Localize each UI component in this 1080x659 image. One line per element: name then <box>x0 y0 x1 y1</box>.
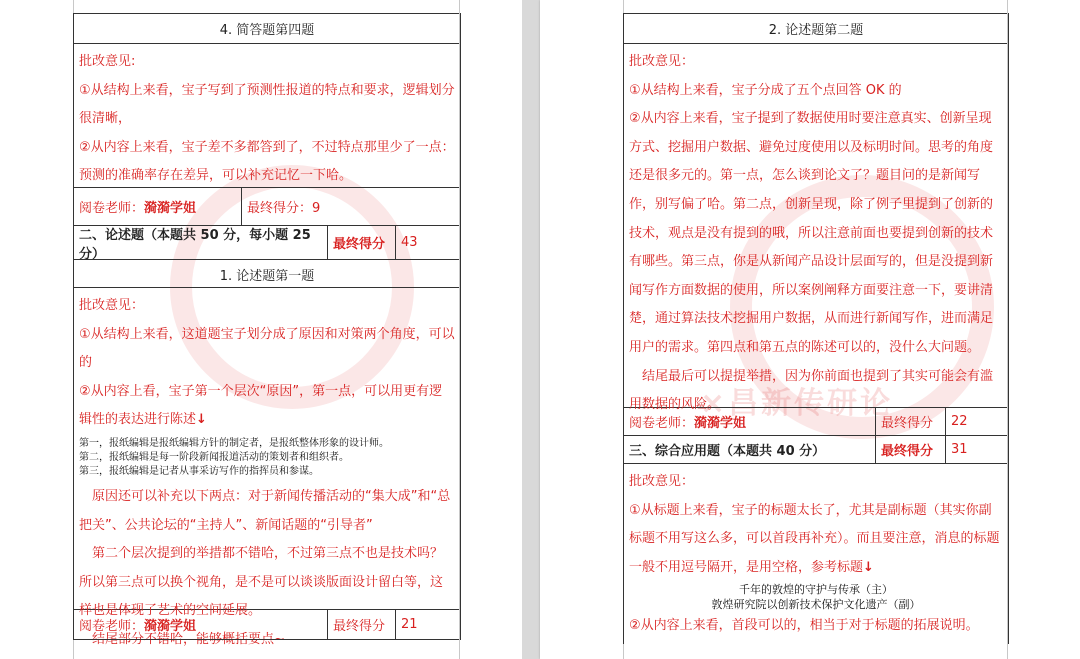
section-row <box>74 226 460 260</box>
section-score-label: 最终得分 <box>876 436 946 463</box>
down-arrow-icon: ↓ <box>196 412 207 428</box>
margin-guide <box>1007 0 1008 659</box>
section-title: 三、综合应用题（本题共 40 分） <box>624 436 876 463</box>
section-title: 二、论述题（本题共 50 分，每小题 25 分） <box>74 226 328 259</box>
teacher-name: 漪漪学姐 <box>144 201 197 216</box>
question-heading: 1. 论述题第一题 <box>74 260 460 288</box>
reference-title-main: 千年的敦煌的守护与传承（主） <box>739 583 893 597</box>
document-page-left <box>0 0 522 659</box>
teacher-name: 漪漪学姐 <box>144 619 197 634</box>
down-arrow-icon: ↓ <box>863 559 874 575</box>
section-row <box>624 436 1008 464</box>
comment-label: 批改意见： <box>629 54 695 69</box>
grader-row <box>624 408 1008 436</box>
section-score: 43 <box>401 235 418 250</box>
teacher-label: 阅卷老师： <box>629 416 695 431</box>
teacher-name: 漪漪学姐 <box>694 416 747 431</box>
watermark-text: ×昌新传研论 <box>700 386 894 421</box>
score-label: 最终得分 <box>328 610 396 639</box>
comment-label: 批改意见: <box>79 54 136 69</box>
comment-title-text: ①从标题上来看，宝子的标题太长了，尤其是副标题（其实你副标题不用写这么多，可以首段再补充）。而且要注意，消息的标题一般不用逗号隔开，是用空格，参考标题 <box>629 502 1000 575</box>
margin-guide <box>459 0 460 659</box>
comment-structure: ①从结构上来看，这道题宝子划分成了原因和对策两个角度，可以的 <box>79 326 455 371</box>
comment-content: ②从内容上来看，宝子差不多都答到了，不过特点那里少了一点：预测的准确率存在差异，可以补充记忆一下哈。 <box>79 139 455 184</box>
teacher-label: 阅卷老师： <box>79 201 145 216</box>
comment-ending: 结尾最后可以提提举措，因为你前面也提到了其实可能会有滥用数据的风险。 <box>629 368 994 413</box>
comment-label: 批改意见： <box>79 298 145 313</box>
teacher-label: 阅卷老师： <box>79 619 145 634</box>
comment-block <box>624 464 1008 644</box>
comment-measures: 第二个层次提到的举措都不错哈，不过第三点不也是技术吗？所以第三点可以换个视角，是不是可以谈谈版面设计留白等，这样也是体现了艺术的空间延展。 <box>79 546 444 619</box>
comment-content: ②从内容上来看，宝子提到了数据使用时要注意真实、创新呈现方式、挖掘用户数据、避免过度使用以及标明时间。思考的角度还是很多元的。第一点，怎么谈到论文了？题目问的是新闻写作，别写偏了哈。第二点，创新呈现，除了例子里提到了创新的技术，观点是没有提到的哦，所以注意前面也要提到创新的技术有哪些。第三点，你是从新闻产品设计层面写的，但是没提到新闻写作方面数据的使用，所以案例阐释方面要注意一下，要讲清楚，通过算法技术挖掘用户数据，从而进行新闻写作，进而满足用户的需求。第四点和第五点的陈述可以的，没什么大问题。 <box>629 111 994 355</box>
reference-item: 第三，报纸编辑是记者从事采访写作的指挥员和参谋。 <box>79 465 319 477</box>
grading-table-right <box>623 13 1009 644</box>
comment-content-text: ②从内容上看，宝子第一个层次“原因”，第一点，可以用更有逻辑性的表达进行陈述 <box>79 383 443 428</box>
comment-block <box>624 44 1008 413</box>
section-score: 31 <box>951 442 968 457</box>
page-gap <box>522 0 540 659</box>
score-value: 21 <box>401 617 418 632</box>
question-heading: 4. 简答题第四题 <box>74 14 460 44</box>
grading-table-left <box>73 13 461 647</box>
score-text: 最终得分：9 <box>247 201 321 216</box>
reference-title-sub: 敦煌研究院以创新技术保护文化遗产（副） <box>711 598 921 612</box>
reference-item: 第一，报纸编辑是报纸编辑方针的制定者，是报纸整体形象的设计师。 <box>79 437 389 449</box>
comment-structure: ①从结构上来看，宝子分成了五个点回答 OK 的 <box>629 82 902 98</box>
comment-title <box>629 497 1003 583</box>
score-value: 22 <box>951 414 968 429</box>
comment-ending: 结尾部分不错哈，能够概括要点~ <box>92 631 285 647</box>
teacher-cell <box>74 610 328 639</box>
comment-supplement: 原因还可以补充以下两点：对于新闻传播活动的“集大成”和“总把关”、公共论坛的“主持人”、新闻话题的“引导者” <box>79 488 451 533</box>
reference-list <box>79 437 455 479</box>
reference-title <box>629 582 1003 612</box>
grader-row <box>74 610 460 640</box>
comment-label: 批改意见： <box>629 474 695 489</box>
comment-content: ②从内容上来看，首段可以的，相当于对于标题的拓展说明。 <box>629 618 979 634</box>
teacher-cell <box>74 188 242 225</box>
comment-block <box>74 44 460 188</box>
comment-structure: ①从结构上来看，宝子写到了预测性报道的特点和要求，逻辑划分很清晰， <box>79 82 455 127</box>
document-page-right <box>540 0 1080 659</box>
grader-row <box>74 188 460 226</box>
comment-content <box>79 378 455 435</box>
score-label: 最终得分 <box>876 408 946 435</box>
reference-item: 第二，报纸编辑是每一阶段新闻报道活动的策划者和组织者。 <box>79 451 349 463</box>
section-score-label: 最终得分 <box>328 226 396 259</box>
teacher-cell <box>624 408 876 435</box>
question-heading: 2. 论述题第二题 <box>624 14 1008 44</box>
